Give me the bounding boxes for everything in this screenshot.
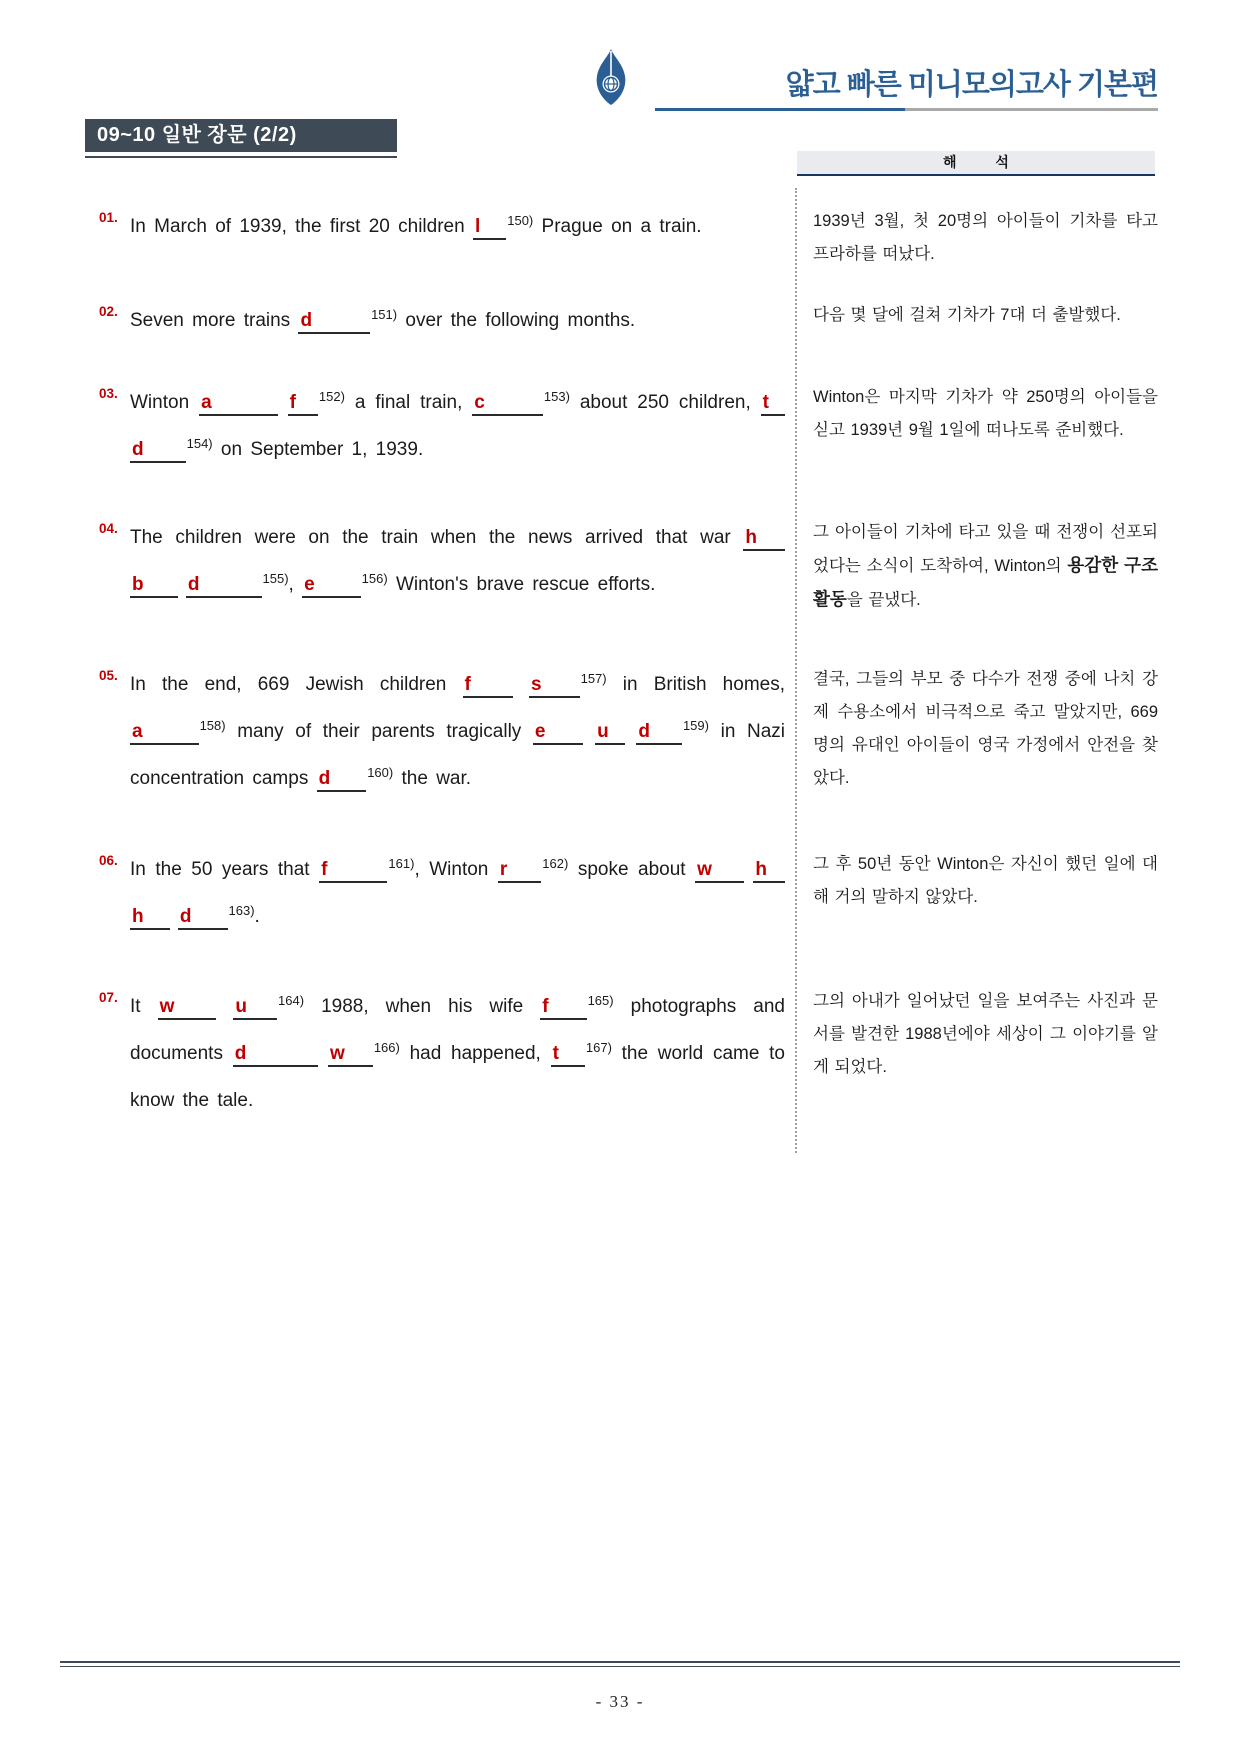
blank-letter: w: [330, 1043, 345, 1064]
fill-blank: [328, 1040, 400, 1064]
blank-letter: h: [755, 859, 767, 880]
english-cell: [85, 661, 785, 802]
blank-gap: [345, 1058, 373, 1059]
blank-gap: [757, 542, 785, 543]
blank-letter: f: [289, 392, 296, 413]
exercise-row: [85, 203, 1158, 271]
blank-letter: u: [235, 996, 248, 1017]
english-cell: [85, 297, 785, 344]
blank-number: 164): [278, 993, 305, 1008]
fill-blank: [743, 527, 785, 551]
blank-underline: [233, 996, 277, 1020]
blank-letter: d: [132, 439, 144, 460]
blank-letter: d: [187, 574, 200, 595]
blank-gap: [144, 921, 170, 922]
exercise-row: [85, 297, 1158, 344]
blank-number: 167): [585, 1040, 612, 1055]
blank-letter: b: [132, 574, 144, 595]
fill-blank: [130, 436, 213, 460]
blank-letter: r: [499, 859, 508, 880]
blank-gap: [542, 689, 580, 690]
page-number: - 33 -: [595, 1692, 645, 1711]
brand-underline-blue: [655, 108, 905, 111]
fill-blank: [233, 993, 305, 1017]
item-number: 03.: [99, 386, 118, 401]
blank-gap: [327, 874, 387, 875]
fill-blank: [288, 389, 345, 413]
korean-translation: 그 아이들이 기차에 타고 있을 때 전쟁이 선포되었다는 소식이 도착하여, Winton의 용감한 구조 활동을 끝냈다.: [813, 523, 1158, 609]
blank-number: 157): [580, 671, 607, 686]
blank-number: 154): [186, 436, 213, 451]
blank-gap: [296, 407, 318, 408]
blank-underline: [288, 392, 318, 416]
fill-blank: [130, 574, 178, 598]
blank-number: 153): [543, 389, 570, 404]
blank-underline: [498, 859, 541, 883]
blank-number: 162): [542, 856, 569, 871]
fill-blank: [636, 718, 709, 742]
korean-translation: 그의 아내가 일어났던 일을 보여주는 사진과 문서를 발견한 1988년에야 세상이 그 이야기를 알게 되었다.: [813, 992, 1158, 1076]
blank-number: 160): [367, 765, 394, 780]
blank-underline: [761, 392, 785, 416]
fill-blank: [533, 721, 584, 745]
korean-translation: 1939년 3월, 첫 20명의 아이들이 기차를 타고 프라하를 떠났다.: [813, 212, 1158, 263]
blank-letter: d: [318, 768, 331, 789]
blank-underline: [302, 574, 361, 598]
exercise-row: [85, 983, 1158, 1124]
translation-column-header: 해 석: [797, 151, 1155, 176]
fill-blank: [319, 856, 415, 880]
blank-letter: w: [697, 859, 712, 880]
english-cell: [85, 514, 785, 608]
blank-letter: d: [234, 1043, 247, 1064]
item-number: 04.: [99, 521, 118, 536]
blank-underline: [529, 674, 580, 698]
exercise-row: [85, 379, 1158, 473]
fill-blank: [463, 674, 513, 698]
english-cell: [85, 379, 785, 473]
blank-number: 156): [361, 571, 388, 586]
english-sentence: The children were on the train when the news arrived that war h b d $^{155)}$, e $^{156)}$ Winton's brave rescue efforts.: [130, 514, 785, 608]
blank-underline: [158, 996, 217, 1020]
fill-blank: [529, 671, 607, 695]
fill-blank: [473, 213, 534, 237]
blank-underline: [753, 859, 785, 883]
fill-blank: [695, 859, 744, 883]
item-number: 01.: [99, 210, 118, 225]
blank-underline: [317, 768, 367, 792]
blank-number: 161): [388, 856, 415, 871]
blank-letter: t: [762, 392, 769, 413]
item-number: 05.: [99, 668, 118, 683]
pen-globe-logo-icon: [591, 48, 631, 106]
blank-underline: [595, 721, 625, 745]
item-number: 07.: [99, 990, 118, 1005]
korean-translation: 결국, 그들의 부모 중 다수가 전쟁 중에 나치 강제 수용소에서 비극적으로 죽고 말았지만, 669명의 유대인 아이들이 영국 가정에서 안전을 찾았다.: [813, 670, 1158, 787]
blank-gap: [144, 589, 178, 590]
blank-gap: [507, 874, 541, 875]
blank-underline: [130, 439, 186, 463]
blank-gap: [712, 874, 744, 875]
blank-underline: [636, 721, 682, 745]
fill-blank: [199, 392, 278, 416]
blank-gap: [559, 1058, 585, 1059]
blank-number: 165): [587, 993, 614, 1008]
blank-letter: f: [542, 996, 549, 1017]
english-sentence: Winton a f $^{152)}$ a final train, c $^{153)}$ about 250 children, t d $^{154)}$ on September 1, 1939.: [130, 379, 785, 473]
blank-underline: [130, 721, 199, 745]
fill-blank: [178, 903, 255, 927]
blank-gap: [650, 736, 682, 737]
blank-gap: [485, 407, 543, 408]
english-sentence: It w u $^{164)}$ 1988, when his wife f $^{165)}$ photographs and documents d w $^{166)}$ had happened, t $^{167)}$ the world came to know the tale.: [130, 993, 785, 1111]
blank-gap: [769, 407, 785, 408]
blank-letter: h: [745, 527, 757, 548]
korean-cell: [813, 661, 1158, 795]
blank-underline: [130, 906, 170, 930]
blank-letter: d: [179, 906, 192, 927]
blank-gap: [247, 1011, 277, 1012]
blank-letter: u: [597, 721, 609, 742]
blank-underline: [695, 859, 744, 883]
blank-underline: [328, 1043, 373, 1067]
korean-translation: Winton은 마지막 기차가 약 250명의 아이들을 싣고 1939년 9월 1일에 떠나도록 준비했다.: [813, 388, 1158, 439]
blank-letter: s: [531, 674, 542, 695]
blank-number: 152): [318, 389, 345, 404]
fill-blank: [130, 906, 170, 930]
blank-underline: [178, 906, 228, 930]
blank-letter: e: [534, 721, 546, 742]
blank-gap: [200, 589, 262, 590]
blank-gap: [330, 783, 366, 784]
blank-underline: [298, 310, 370, 334]
korean-cell: [813, 983, 1158, 1084]
blank-letter: d: [638, 721, 650, 742]
blank-gap: [144, 454, 186, 455]
korean-cell: [813, 846, 1158, 914]
fill-blank: [753, 859, 785, 883]
blank-gap: [315, 589, 361, 590]
item-number: 02.: [99, 304, 118, 319]
korean-cell: [813, 297, 1158, 332]
english-cell: [85, 983, 785, 1124]
blank-underline: [319, 859, 387, 883]
blank-gap: [549, 1011, 587, 1012]
blank-gap: [174, 1011, 216, 1012]
blank-underline: [472, 392, 543, 416]
blank-letter: l: [474, 216, 481, 237]
fill-blank: [761, 392, 785, 416]
blank-number: 155): [262, 571, 289, 586]
blank-number: 150): [507, 213, 534, 228]
footer-rule: [60, 1661, 1180, 1667]
brand-title: 얇고 빠른 미니모의고사 기본편: [785, 69, 1158, 101]
fill-blank: [158, 996, 217, 1020]
blank-letter: t: [552, 1043, 559, 1064]
blank-letter: a: [201, 392, 212, 413]
english-cell: [85, 846, 785, 940]
exercise-list: [85, 203, 1158, 1124]
korean-bold-phrase: 용감한 구조 활동: [813, 555, 1158, 609]
korean-cell: [813, 203, 1158, 271]
exercise-row: [85, 846, 1158, 940]
blank-underline: [540, 996, 586, 1020]
fill-blank: [130, 718, 226, 742]
blank-gap: [312, 325, 370, 326]
blank-number: 159): [682, 718, 709, 733]
blank-number: 163): [228, 903, 255, 918]
blank-letter: h: [132, 906, 144, 927]
brand-underline-gray: [905, 108, 1158, 111]
blank-letter: e: [304, 574, 315, 595]
blank-gap: [246, 1058, 318, 1059]
fill-blank: [540, 993, 614, 1017]
blank-gap: [480, 231, 506, 232]
blank-underline: [233, 1043, 319, 1067]
english-sentence: In March of 1939, the first 20 children l $^{150)}$ Prague on a train.: [130, 203, 785, 250]
fill-blank: [595, 721, 625, 745]
blank-gap: [192, 921, 228, 922]
korean-translation: 다음 몇 달에 걸쳐 기차가 7대 더 출발했다.: [813, 306, 1121, 324]
korean-translation: 그 후 50년 동안 Winton은 자신이 했던 일에 대해 거의 말하지 않았다.: [813, 855, 1158, 906]
fill-blank: [317, 765, 394, 789]
exercise-row: [85, 514, 1158, 617]
blank-gap: [545, 736, 583, 737]
blank-underline: [130, 574, 178, 598]
korean-cell: [813, 514, 1158, 617]
fill-blank: [233, 1043, 319, 1067]
english-cell: [85, 203, 785, 250]
blank-underline: [473, 216, 506, 240]
fill-blank: [498, 856, 569, 880]
blank-letter: a: [132, 721, 143, 742]
fill-blank: [472, 389, 570, 413]
blank-gap: [609, 736, 625, 737]
blank-number: 166): [373, 1040, 400, 1055]
fill-blank: [298, 307, 398, 331]
blank-letter: w: [159, 996, 175, 1017]
fill-blank: [186, 571, 289, 595]
korean-cell: [813, 379, 1158, 447]
blank-gap: [767, 874, 785, 875]
item-number: 06.: [99, 853, 118, 868]
blank-number: 151): [371, 307, 398, 322]
blank-underline: [186, 574, 262, 598]
blank-underline: [743, 527, 785, 551]
section-underline: [85, 156, 397, 158]
english-sentence: In the 50 years that f $^{161)}$, Winton r $^{162)}$ spoke about w h h d $^{163)}$.: [130, 846, 785, 940]
blank-underline: [533, 721, 584, 745]
blank-gap: [471, 689, 513, 690]
fill-blank: [551, 1040, 612, 1064]
blank-letter: f: [321, 859, 328, 880]
blank-gap: [143, 736, 199, 737]
blank-letter: d: [300, 310, 313, 331]
blank-underline: [551, 1043, 585, 1067]
blank-underline: [463, 674, 513, 698]
blank-letter: c: [474, 392, 485, 413]
blank-letter: f: [464, 674, 471, 695]
section-title: 09~10 일반 장문 (2/2): [85, 119, 397, 152]
english-sentence: In the end, 669 Jewish children f s $^{157)}$ in British homes, a $^{158)}$ many of their parents tragically e u d $^{159)}$ in Nazi concentration camps d $^{160)}$ the war.: [130, 661, 785, 802]
blank-number: 158): [199, 718, 226, 733]
blank-underline: [199, 392, 278, 416]
fill-blank: [302, 571, 388, 595]
exercise-row: [85, 661, 1158, 802]
english-sentence: Seven more trains d $^{151)}$ over the following months.: [130, 297, 785, 344]
blank-gap: [212, 407, 278, 408]
